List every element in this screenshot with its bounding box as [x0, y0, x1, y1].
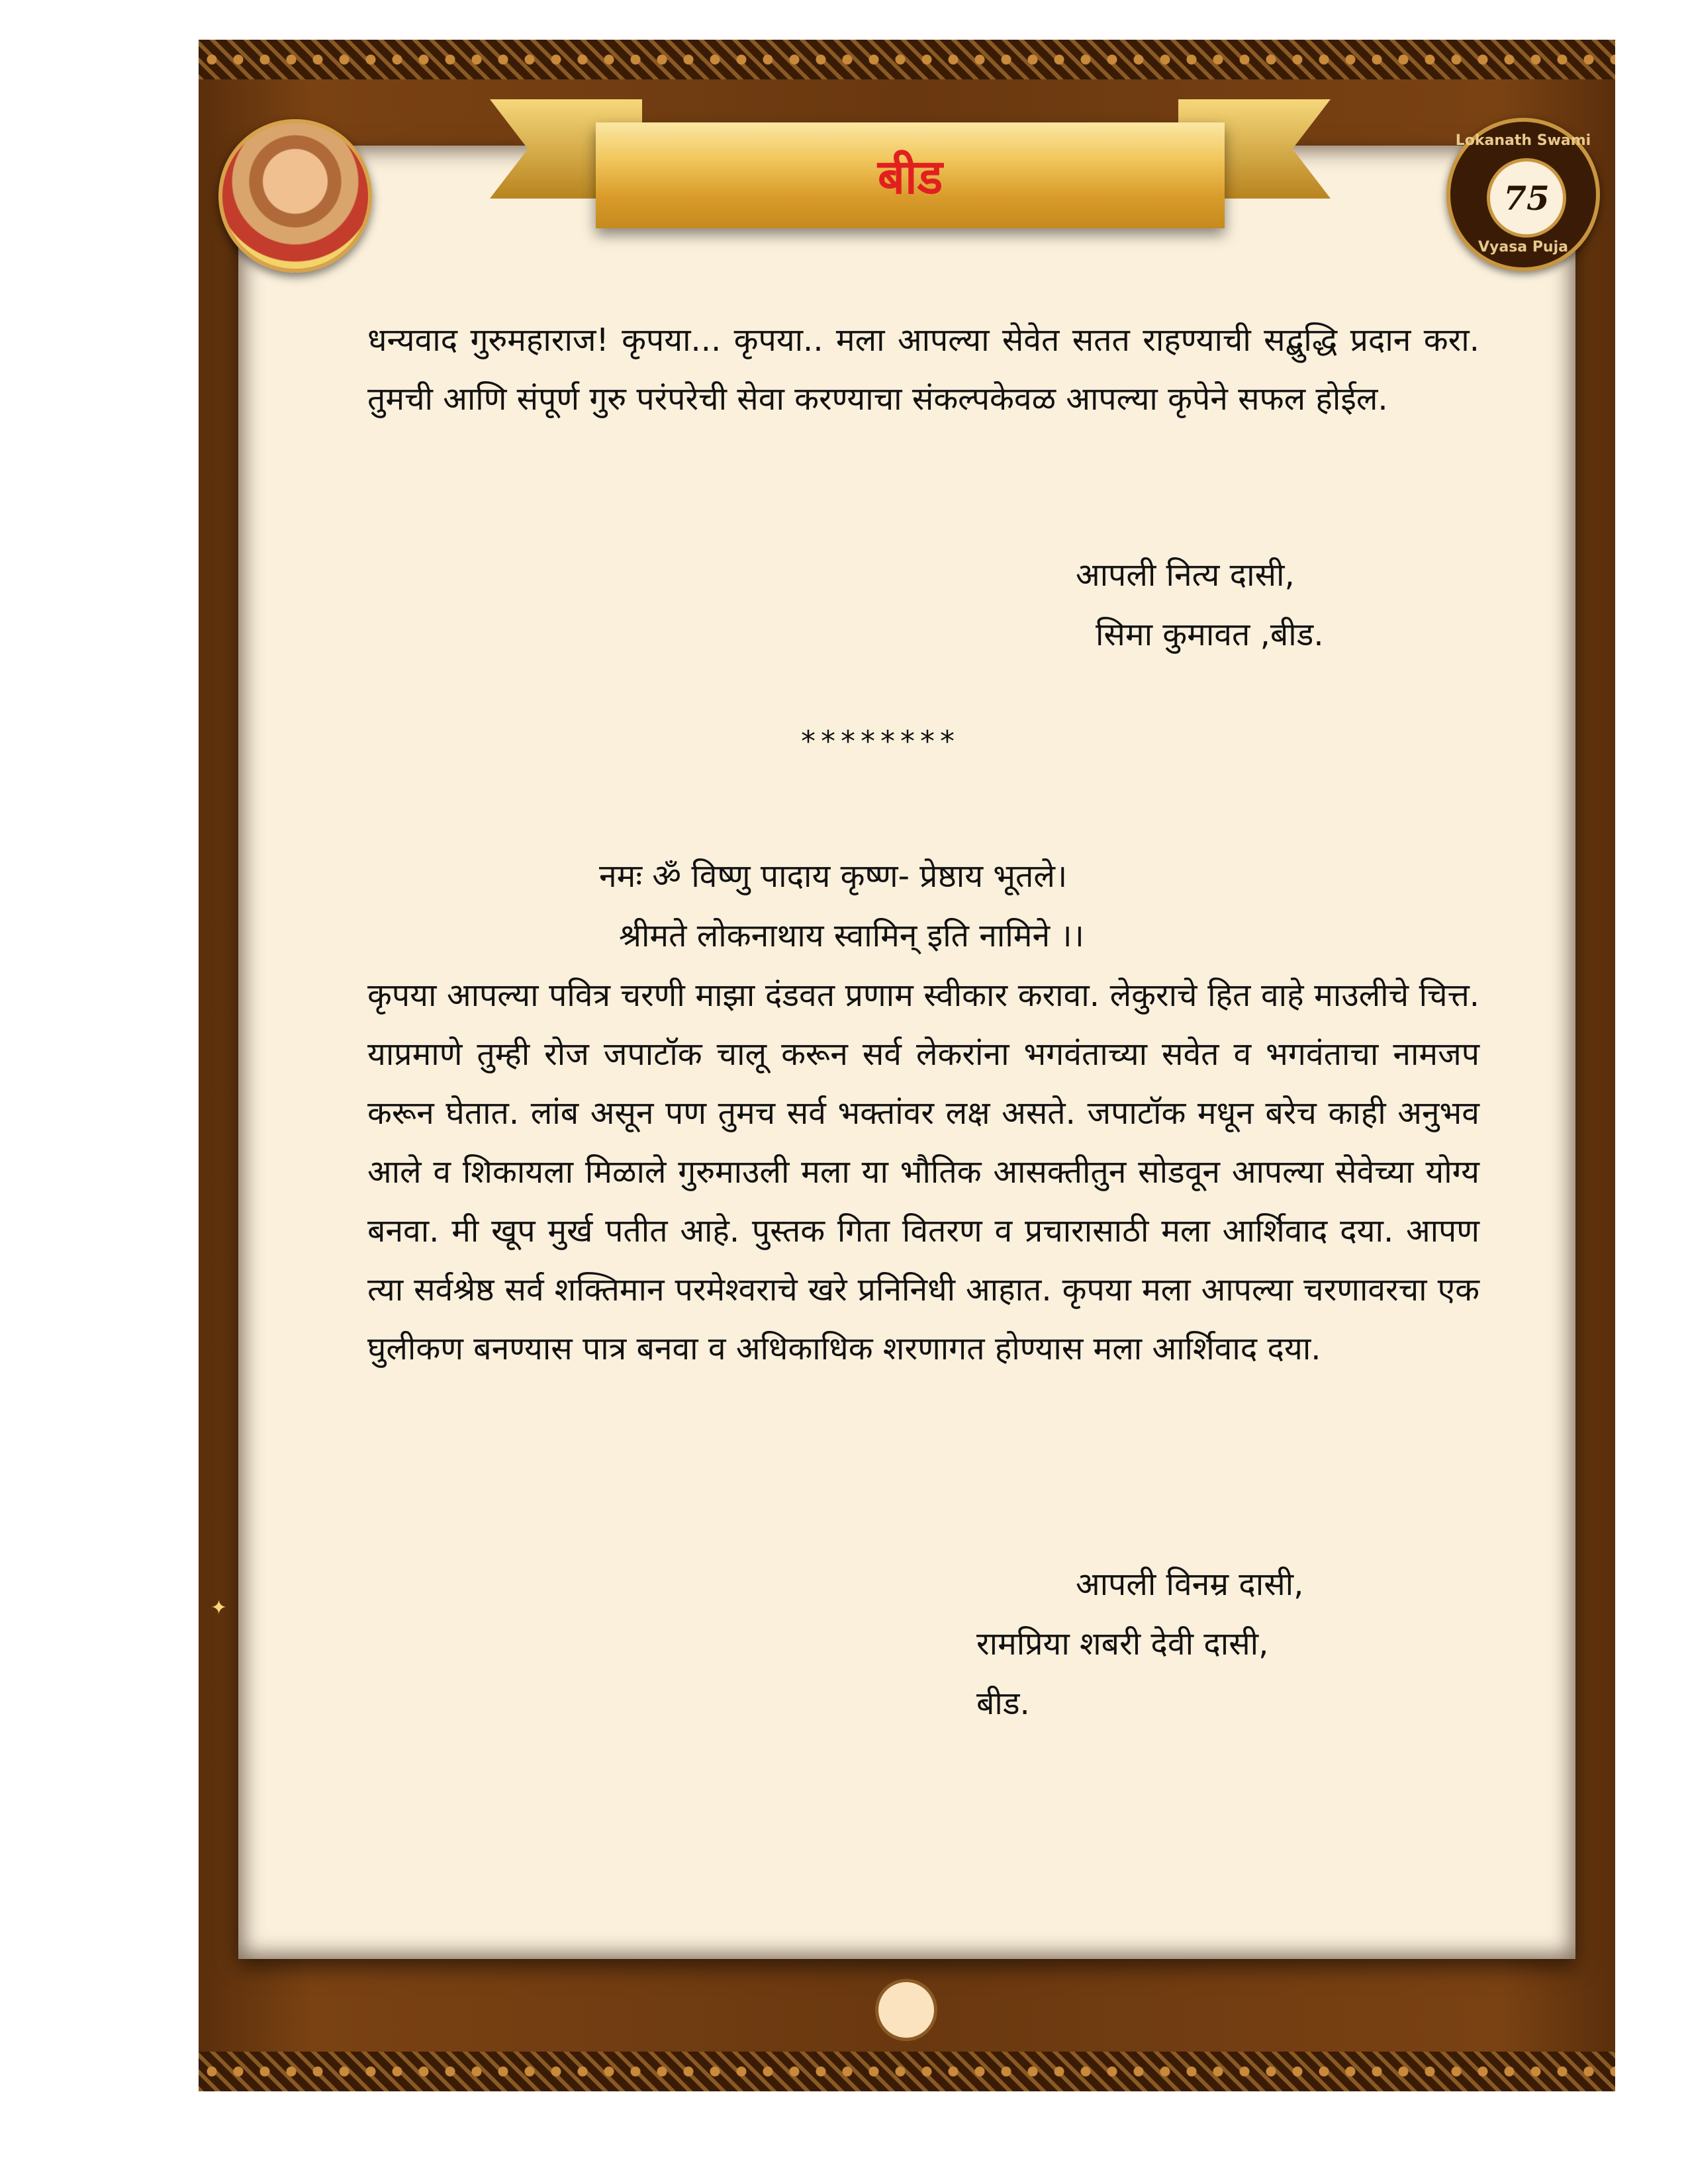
letter2-signature-line2: रामप्रिया शबरी देवी दासी,	[976, 1625, 1269, 1662]
sparkle-icon: ✦	[211, 1596, 228, 1619]
verse-line2: श्रीमते लोकनाथाय स्वामिन् इति नामिने ।।	[619, 917, 1084, 954]
badge-top-text: Lokanath Swami	[1455, 132, 1591, 149]
section-separator: ********	[801, 725, 960, 758]
ornamental-border-bottom	[199, 2052, 1615, 2091]
badge-bottom-text: Vyasa Puja	[1478, 239, 1568, 255]
letter1-body: धन्यवाद गुरुमहाराज! कृपया... कृपया.. मला आपल्या सेवेत सतत राहण्याची सद्बुद्धि प्रदान करा. तुमची आणि संपूर्ण गुरु परंपरेची सेवा करण्याचा संकल्पकेवळ आपल्या कृपेने सफल होईल.	[367, 322, 1479, 418]
letter2-signature-line1: आपली विनम्र दासी,	[1076, 1566, 1304, 1603]
guru-portrait	[218, 119, 372, 273]
letter1-signature-line1: आपली नित्य दासी,	[1076, 557, 1295, 594]
verse-line1: नमः ॐ विष्णु पादाय कृष्ण- प्रेष्ठाय भूतले।	[599, 858, 1068, 895]
anniversary-badge	[1446, 118, 1600, 271]
page-marker-circle	[875, 1979, 937, 2041]
letter2-signature-line3: बीड.	[976, 1685, 1030, 1722]
letter2-body: कृपया आपल्या पवित्र चरणी माझा दंडवत प्रणाम स्वीकार करावा. लेकुराचे हित वाहे माउलीचे चित्त. याप्रमाणे तुम्ही रोज जपाटॉक चालू करून सर्व लेकरांना भगवंताच्या सवेत व भगवंताचा नामजप करून घेतात. लांब असून पण तुमच सर्व भक्तांवर लक्ष असते. जपाटॉक मधून बरेच काही अनुभव आले व शिकायला मिळाले गुरुमाउली मला या भौतिक आसक्तीतुन सोडवून आपल्या सेवेच्या योग्य बनवा. मी खूप मुर्ख पतीत आहे. पुस्तक गिता वितरण व प्रचारासाठी मला आर्शिवाद दया. आपण त्या सर्वश्रेष्ठ सर्व शक्तिमान परमेश्वराचे खरे प्रनिनिधी आहात. कृपया मला आपल्या चरणावरचा एक घुलीकण बनण्यास पात्र बनवा व अधिकाधिक शरणागत होण्यास मला आर्शिवाद दया.	[367, 977, 1479, 1367]
badge-number: 75	[1503, 178, 1550, 218]
title-ribbon	[596, 122, 1225, 228]
badge-center	[1487, 158, 1566, 238]
page-title: बीड	[877, 149, 943, 205]
ornamental-border-top	[199, 40, 1615, 79]
letter1-signature-line2: सिमा कुमावत ,बीड.	[1096, 616, 1324, 653]
